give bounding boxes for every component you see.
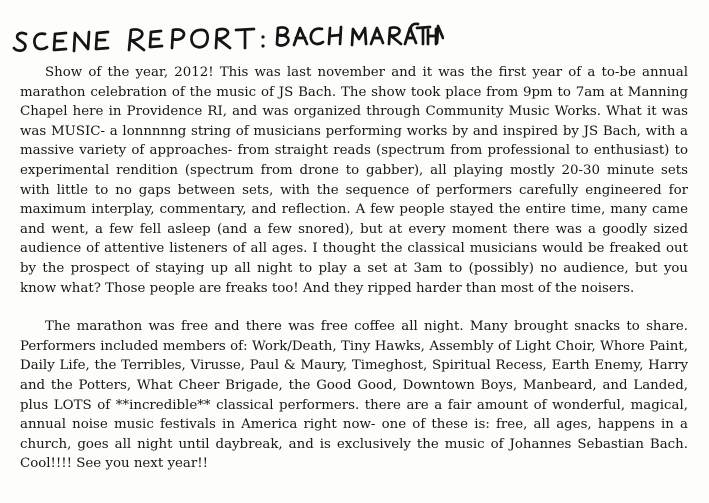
paragraph-1: Show of the year, 2012! This was last november and it was the first year of a to-be annual marathon celebration of the music of JS Bach. The show took place from 9pm to 7am at Manning Chapel here in Providence RI, and was organized through Community Music Works. What it was was MUSIC- a lonnnnng string of musicians performing works by and inspired by JS Bach, with a massive variety of approaches- from straight reads (spectrum from professional to enthusiast) to experimental rendition (spectrum from drone to gabber), all playing mostly 20-30 minute sets with little to no gaps between sets, with the sequence of performers carefully engineered for maximum interplay, commentary, and reflection. A few people stayed the entire time, many came and went, a few fell asleep (and a few snored), but at every moment there was a goodly sized audience of attentive listeners of all ages. I thought the classical musicians would be freaked out by the prospect of staying up all night to play a set at 3am to (possibly) no audience, but you know what? Those people are freaks too! And they ripped harder than most of the noisers.	[20, 65, 688, 296]
article-body	[20, 63, 688, 474]
paragraph-2: The marathon was free and there was free coffee all night. Many brought snacks to share. Performers included members of: Work/Death, Tiny Hawks, Assembly of Light Choir, Whore Paint, Daily Life, the Terribles, Virusse, Paul & Maury, Timeghost, Spiritual Recess, Earth Enemy, Harry and the Potters, What Cheer Brigade, the Good Good, Downtown Boys, Manbeard, and Landed, plus LOTS of **incredible** classical performers. there are a fair amount of wonderful, magical, annual noise music festivals in America right now- one of these is: free, all ages, happens in a church, goes all night until daybreak, and is exclusively the music of Johannes Sebastian Bach. Cool!!!! See you next year!!	[20, 319, 688, 472]
